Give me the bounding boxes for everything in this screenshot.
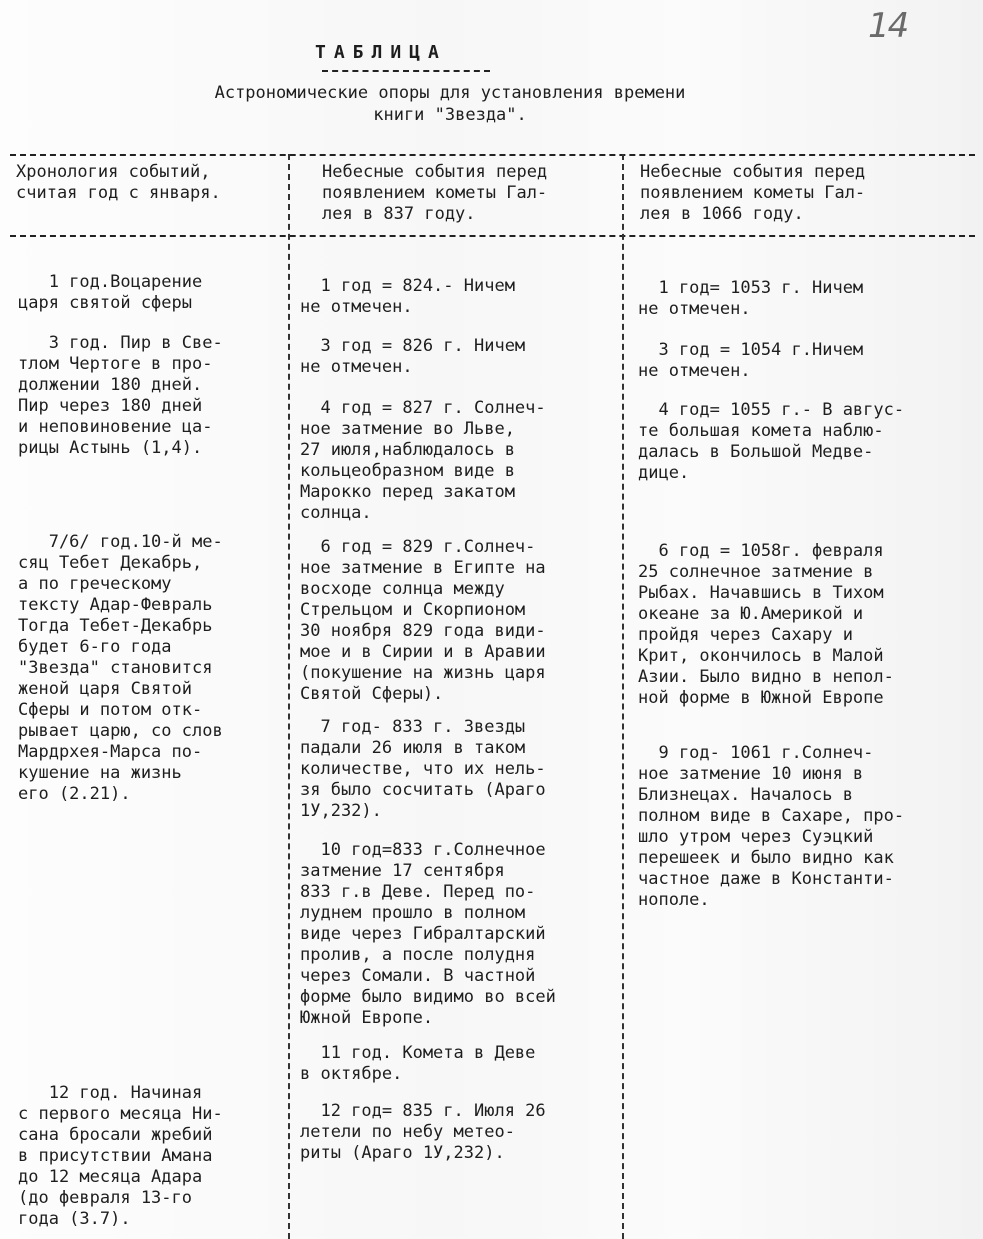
column-header-chronology: Хронология событий, считая год с января. xyxy=(16,162,221,203)
chronology-entry-year-12: 12 год. Начиная с первого месяца Ни- сана бросали жребий в присутствии Амана до 12 месяца Адара (до февраля 13-го года (3.7). xyxy=(18,1083,223,1229)
column-divider-1 xyxy=(288,154,290,1239)
events-837-entry-year-7: 7 год- 833 г. Звезды падали 26 июля в таком количестве, что их нель- зя было сосчитать (Араго 1У,232). xyxy=(300,717,546,821)
events-1066-entry-year-6: 6 год = 1058г. февраля 25 солнечное затмение в Рыбах. Начавшись в Тихом океане за Ю.Америкой и пройдя через Сахару и Крит, окончилось в Малой Азии. Было видно в непол- ной форме в Южной Европе xyxy=(638,541,894,708)
page-number: 14 xyxy=(868,6,908,46)
chronology-entry-year-1: 1 год.Воцарение царя святой сферы xyxy=(18,272,203,313)
column-header-events-1066: Небесные события перед появлением кометы Гал- лея в 1066 году. xyxy=(640,162,866,224)
column-divider-2 xyxy=(622,154,624,1239)
events-837-entry-year-11: 11 год. Комета в Деве в октябре. xyxy=(300,1043,536,1084)
title-underline xyxy=(322,70,490,72)
column-header-events-837: Небесные события перед появлением кометы Гал- лея в 837 году. xyxy=(322,162,548,224)
events-1066-entry-year-9: 9 год- 1061 г.Солнеч- ное затмение 10 июня в Близнецах. Началось в полном виде в Сахаре, про- шло утром через Суэцкий перешеек и было видно как частное даже в Константи- нополе. xyxy=(638,743,905,910)
events-1066-entry-year-3: 3 год = 1054 г.Ничем не отмечен. xyxy=(638,340,864,381)
events-837-entry-year-6: 6 год = 829 г.Солнеч- ное затмение в Египте на восходе солнца между Стрельцом и Скорпионом 30 ноября 829 года види- мое и в Сирии и в Аравии (покушение на жизнь царя Святой Сферы). xyxy=(300,537,546,704)
events-837-entry-year-10: 10 год=833 г.Солнечное затмение 17 сентября 833 г.в Деве. Перед по- луднем прошло в полном виде через Гибралтарский пролив, а после полудня через Сомали. В частной форме было видимо во всей Южной Европе. xyxy=(300,840,556,1028)
table-header-rule xyxy=(10,235,975,237)
events-837-entry-year-12: 12 год= 835 г. Июля 26 летели по небу метео- риты (Араго 1У,232). xyxy=(300,1101,546,1163)
subtitle: Астрономические опоры для установления времени книги "Звезда". xyxy=(214,83,686,125)
page-title: ТАБЛИЦА xyxy=(315,42,447,63)
events-837-entry-year-4: 4 год = 827 г. Солнеч- ное затмение во Льве, 27 июля,наблюдалось в кольцеобразном виде в Марокко перед закатом солнца. xyxy=(300,398,546,523)
table-top-rule xyxy=(10,154,975,156)
chronology-entry-year-7-6: 7/6/ год.10-й ме- сяц Тебет Декабрь, а по греческому тексту Адар-Февраль Тогда Тебет-Декабрь будет 6-го года "Звезда" становится женой царя Святой Сферы и потом отк- рывает царю, со слов Мардрхея-Марса по- кушение на жизнь его (2.21). xyxy=(18,532,223,804)
chronology-entry-year-3: 3 год. Пир в Све- тлом Чертоге в про- должении 180 дней. Пир через 180 дней и неповиновение ца- рицы Астынь (1,4). xyxy=(18,333,223,458)
events-837-entry-year-1: 1 год = 824.- Ничем не отмечен. xyxy=(300,276,515,317)
events-1066-entry-year-1: 1 год= 1053 г. Ничем не отмечен. xyxy=(638,278,864,319)
events-837-entry-year-3: 3 год = 826 г. Ничем не отмечен. xyxy=(300,336,526,377)
events-1066-entry-year-4: 4 год= 1055 г.- В авгус- те большая комета наблю- далась в Большой Медве- дице. xyxy=(638,400,905,483)
